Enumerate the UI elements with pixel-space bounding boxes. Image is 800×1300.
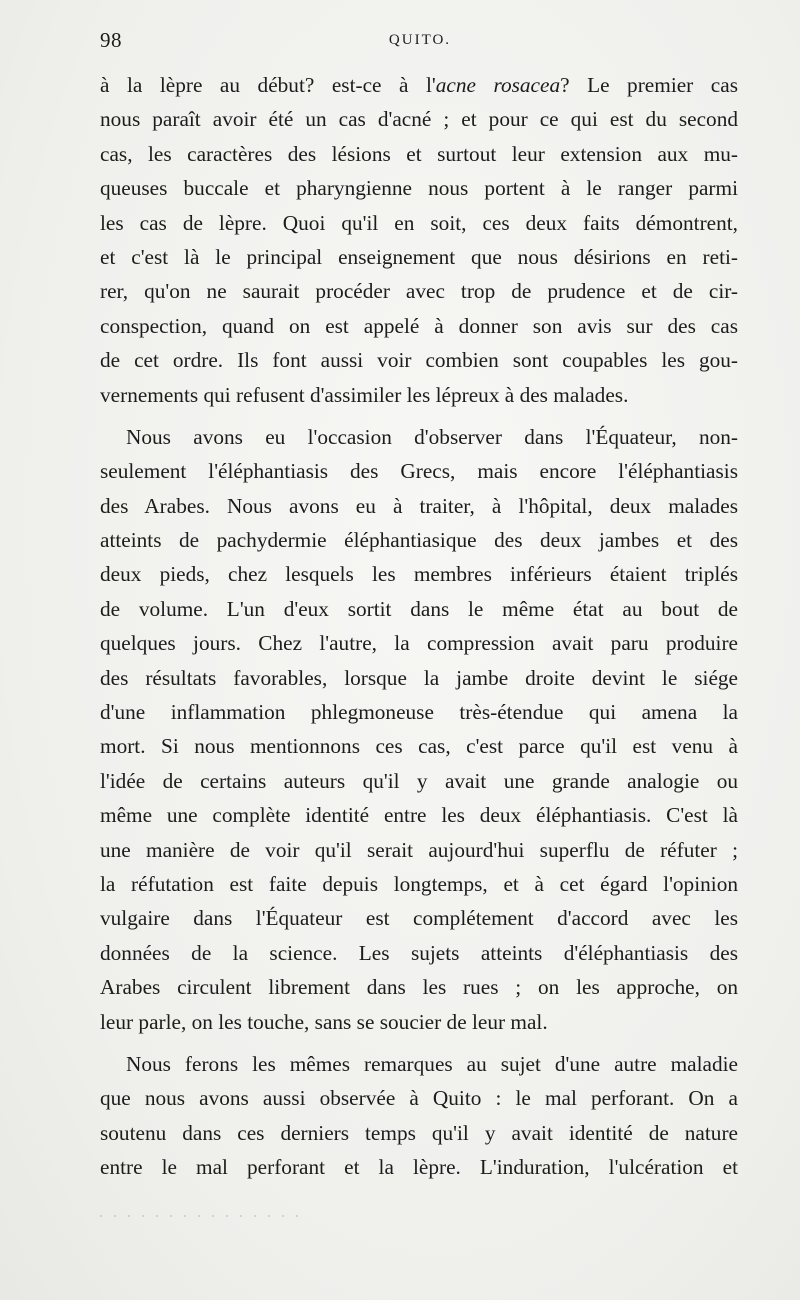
text-line: rer, qu'on ne saurait procéder avec trop de prudence et de cir- bbox=[100, 279, 738, 304]
text-line: deux pieds, chez lesquels les membres inférieurs étaient triplés bbox=[100, 562, 738, 587]
text-line: quelques jours. Chez l'autre, la compression avait paru produire bbox=[100, 631, 738, 656]
text-line: soutenu dans ces derniers temps qu'il y avait identité de nature bbox=[100, 1120, 738, 1145]
page-speckle-decoration bbox=[100, 1215, 300, 1217]
text-line: cas, les caractères des lésions et surtout leur extension aux mu- bbox=[100, 141, 738, 166]
text-line: la réfutation est faite depuis longtemps, et à cet égard l'opinion bbox=[100, 871, 738, 896]
text-line: les cas de lèpre. Quoi qu'il en soit, ces deux faits démontrent, bbox=[100, 210, 738, 235]
text-line: Nous avons eu l'occasion d'observer dans l'Équateur, non- bbox=[126, 424, 738, 449]
text-line: données de la science. Les sujets atteints d'éléphantiasis des bbox=[100, 940, 738, 965]
text-line: atteints de pachydermie éléphantiasique des deux jambes et des bbox=[100, 528, 738, 553]
text-line: vernements qui refusent d'assimiler les lépreux à des malades. bbox=[100, 382, 629, 407]
text-line: queuses buccale et pharyngienne nous portent à le ranger parmi bbox=[100, 176, 738, 201]
text-line: à la lèpre au début? est-ce à l'acne rosacea? Le premier cas bbox=[100, 73, 738, 97]
text-line: même une complète identité entre les deux éléphantiasis. C'est là bbox=[100, 803, 738, 828]
text-line: des Arabes. Nous avons eu à traiter, à l'hôpital, deux malades bbox=[100, 493, 738, 518]
text-line: mort. Si nous mentionnons ces cas, c'est parce qu'il est venu à bbox=[100, 734, 738, 759]
italic-term: acne rosacea bbox=[435, 73, 561, 97]
text-line: conspection, quand on est appelé à donner son avis sur des cas bbox=[100, 313, 738, 338]
text-line: d'une inflammation phlegmoneuse très-étendue qui amena la bbox=[100, 700, 738, 725]
body-text bbox=[100, 68, 738, 1185]
text-line: des résultats favorables, lorsque la jambe droite devint le siége bbox=[100, 665, 738, 690]
paragraph bbox=[100, 68, 738, 412]
text-line: leur parle, on les touche, sans se soucier de leur mal. bbox=[100, 1009, 548, 1034]
text-line: nous paraît avoir été un cas d'acné ; et pour ce qui est du second bbox=[100, 107, 738, 132]
paragraph bbox=[100, 1047, 738, 1185]
text-line: de cet ordre. Ils font aussi voir combien sont coupables les gou- bbox=[100, 348, 738, 373]
paragraph bbox=[100, 420, 738, 1039]
text-line: vulgaire dans l'Équateur est complétement d'accord avec les bbox=[100, 906, 738, 931]
text-line: Nous ferons les mêmes remarques au sujet d'une autre maladie bbox=[126, 1051, 738, 1076]
text-line: entre le mal perforant et la lèpre. L'induration, l'ulcération et bbox=[100, 1155, 738, 1180]
text-line: une manière de voir qu'il serait aujourd'hui superflu de réfuter ; bbox=[100, 837, 738, 862]
text-line: et c'est là le principal enseignement que nous désirions en reti- bbox=[100, 244, 738, 269]
text-line: que nous avons aussi observée à Quito : le mal perforant. On a bbox=[100, 1086, 738, 1111]
running-title: QUITO. bbox=[388, 32, 452, 48]
text-line: Arabes circulent librement dans les rues ; on les approche, on bbox=[100, 975, 738, 1000]
text-line: l'idée de certains auteurs qu'il y avait une grande analogie ou bbox=[100, 768, 738, 793]
text-line: seulement l'éléphantiasis des Grecs, mais encore l'éléphantiasis bbox=[100, 459, 738, 484]
page-number: 98 bbox=[100, 28, 122, 52]
text-line: de volume. L'un d'eux sortit dans le même état au bout de bbox=[100, 596, 738, 621]
running-head bbox=[100, 28, 740, 58]
